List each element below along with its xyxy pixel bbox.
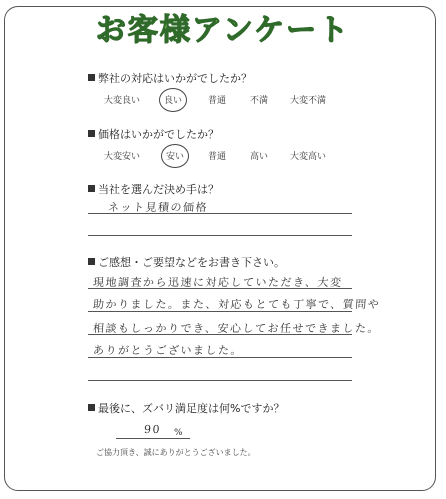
satisfaction-underline bbox=[116, 438, 190, 439]
service-option-4[interactable]: 不満 bbox=[250, 96, 269, 106]
answer-line bbox=[88, 288, 352, 289]
price-option-1[interactable]: 大変安い bbox=[104, 152, 141, 162]
service-option-1[interactable]: 大変良い bbox=[104, 96, 141, 106]
square-bullet-icon bbox=[88, 74, 95, 81]
service-option-2[interactable]: 良い bbox=[164, 96, 183, 106]
question-price bbox=[88, 128, 219, 142]
question-satisfaction-label: 最後に、ズバリ満足度は何%ですか？ bbox=[98, 402, 285, 415]
answer-line bbox=[88, 311, 352, 312]
square-bullet-icon bbox=[88, 185, 95, 192]
satisfaction-value[interactable]: 90 bbox=[143, 423, 162, 436]
service-option-3[interactable]: 普通 bbox=[208, 96, 227, 106]
answer-line bbox=[88, 380, 352, 381]
comment-line-3[interactable]: 相談もしっかりでき、安心してお任せできました。 bbox=[92, 322, 381, 335]
footer-thanks: ご協力頂き、誠にありがとうございました。 bbox=[96, 448, 256, 457]
comment-line-2[interactable]: 助かりました。また、対応もとても丁寧で、質問や bbox=[92, 298, 381, 311]
selected-circle-mark bbox=[159, 88, 187, 112]
question-reason bbox=[88, 183, 219, 197]
square-bullet-icon bbox=[88, 258, 95, 265]
comment-line-1[interactable]: 現地調査から迅速に対応していただき、大変 bbox=[92, 276, 343, 289]
price-option-2[interactable]: 安い bbox=[166, 152, 185, 162]
service-option-5[interactable]: 大変不満 bbox=[290, 96, 327, 106]
question-service bbox=[88, 72, 252, 86]
answer-line bbox=[88, 235, 352, 236]
answer-line bbox=[88, 334, 352, 335]
price-option-5[interactable]: 大変高い bbox=[290, 152, 327, 162]
answer-line bbox=[88, 357, 352, 358]
comment-line-4[interactable]: ありがとうございました。 bbox=[92, 344, 244, 357]
survey-title: お客様アンケート bbox=[95, 13, 351, 48]
question-reason-label: 当社を選んだ決め手は？ bbox=[98, 183, 219, 196]
answer-line bbox=[88, 213, 352, 214]
question-satisfaction bbox=[88, 402, 284, 416]
price-option-3[interactable]: 普通 bbox=[208, 152, 227, 162]
price-option-4[interactable]: 高い bbox=[250, 152, 269, 162]
square-bullet-icon bbox=[88, 404, 95, 411]
question-comments-label: ご感想・ご要望などをお書き下さい。 bbox=[98, 256, 285, 269]
question-service-label: 弊社の対応はいかがでしたか？ bbox=[98, 72, 252, 85]
percent-unit: % bbox=[174, 428, 183, 438]
reason-answer[interactable]: ネット見積の価格 bbox=[107, 201, 209, 214]
square-bullet-icon bbox=[88, 130, 95, 137]
question-price-label: 価格はいかがでしたか？ bbox=[98, 128, 219, 141]
question-comments bbox=[88, 256, 285, 270]
selected-circle-mark bbox=[161, 144, 189, 168]
